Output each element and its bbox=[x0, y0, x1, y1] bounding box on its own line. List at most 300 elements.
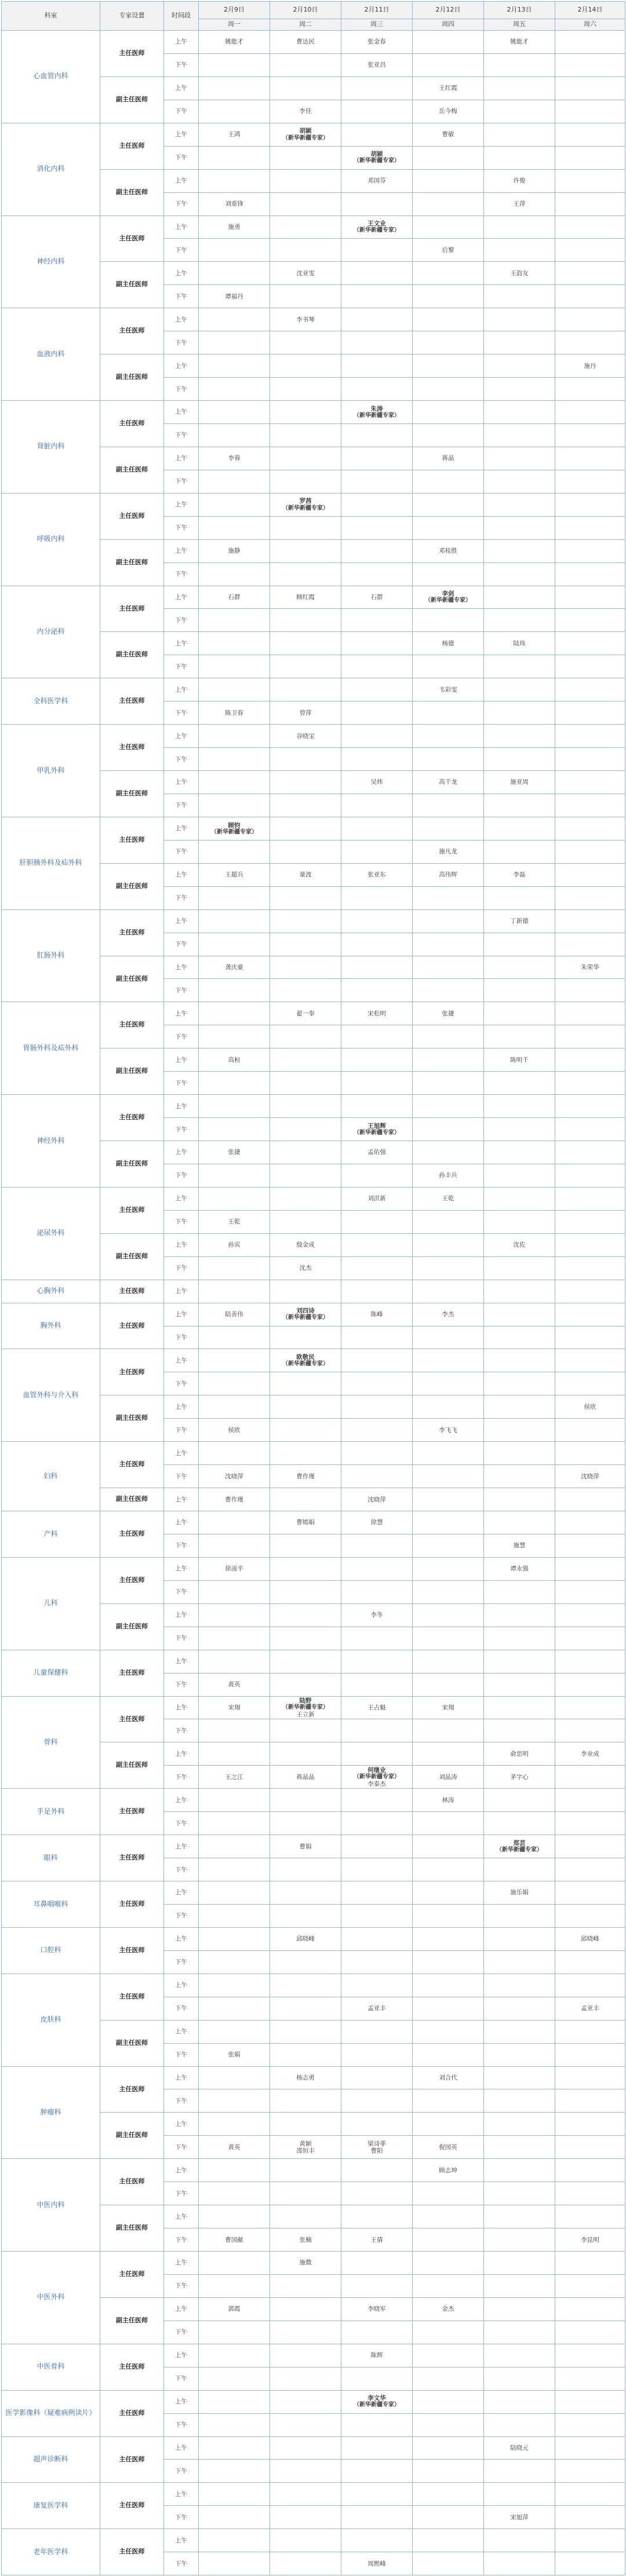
doctor-cell bbox=[555, 886, 625, 909]
doctor-cell bbox=[413, 2205, 484, 2228]
doctor-name: 孟亚丰 bbox=[581, 2005, 599, 2012]
doctor-name: 陆玮 bbox=[513, 640, 526, 647]
slot-am: 上午 bbox=[164, 1095, 199, 1118]
department-name: 康复医学科 bbox=[2, 2483, 100, 2529]
doctor-cell bbox=[270, 401, 341, 424]
doctor-cell bbox=[413, 2367, 484, 2390]
doctor-cell bbox=[413, 239, 484, 262]
doctor-cell bbox=[484, 2552, 555, 2575]
doctor-cell bbox=[270, 1442, 341, 1465]
doctor-cell bbox=[555, 1603, 625, 1627]
doctor-cell bbox=[341, 2205, 413, 2228]
table-row bbox=[2, 2066, 625, 2089]
doctor-name: 王之江 bbox=[225, 1773, 243, 1781]
doctor-name: 施静 bbox=[228, 547, 241, 555]
doctor-cell bbox=[199, 1419, 270, 1442]
doctor-cell bbox=[484, 1742, 555, 1766]
doctor-name: 林涛 bbox=[442, 1796, 454, 1804]
doctor-cell bbox=[270, 2182, 341, 2205]
doctor-cell bbox=[341, 215, 413, 239]
slot-pm: 下午 bbox=[164, 2228, 199, 2252]
doctor-cell bbox=[341, 76, 413, 100]
doctor-name: 龚庆豪 bbox=[225, 963, 243, 971]
doctor-name: 李磊 bbox=[513, 871, 526, 879]
doctor-cell bbox=[270, 1256, 341, 1280]
doctor-cell bbox=[413, 1580, 484, 1603]
doctor-name: 邱晓峰 bbox=[581, 1935, 599, 1943]
special-note: （新华新疆专家） bbox=[354, 1774, 400, 1781]
doctor-name: 施丹 bbox=[584, 362, 596, 370]
doctor-cell bbox=[413, 285, 484, 308]
doctor-cell bbox=[270, 2460, 341, 2483]
doctor-cell bbox=[341, 609, 413, 632]
title-chief: 主任医师 bbox=[100, 308, 164, 355]
doctor-cell bbox=[555, 1927, 625, 1950]
doctor-cell bbox=[484, 2483, 555, 2506]
doctor-cell bbox=[270, 2020, 341, 2043]
slot-am: 上午 bbox=[164, 2483, 199, 2506]
doctor-cell bbox=[341, 1118, 413, 1141]
slot-pm: 下午 bbox=[164, 53, 199, 76]
doctor-cell bbox=[199, 933, 270, 956]
table-row bbox=[2, 1002, 625, 1025]
doctor-cell bbox=[555, 331, 625, 355]
doctor-cell bbox=[484, 1719, 555, 1742]
doctor-cell bbox=[555, 2228, 625, 2252]
doctor-cell bbox=[270, 1534, 341, 1557]
slot-pm: 下午 bbox=[164, 840, 199, 863]
doctor-cell bbox=[555, 146, 625, 169]
title-deputy: 副主任医师 bbox=[100, 76, 164, 123]
department-name: 肾脏内科 bbox=[2, 401, 100, 494]
doctor-cell bbox=[341, 539, 413, 562]
doctor-cell bbox=[484, 1164, 555, 1187]
doctor-cell bbox=[555, 2297, 625, 2321]
department-name: 皮肤科 bbox=[2, 1974, 100, 2066]
title-deputy: 副主任医师 bbox=[100, 863, 164, 909]
doctor-cell bbox=[413, 192, 484, 215]
header-time-period: 时间段 bbox=[164, 2, 199, 31]
doctor-cell bbox=[555, 1673, 625, 1696]
slot-am: 上午 bbox=[164, 539, 199, 562]
title-chief: 主任医师 bbox=[100, 2483, 164, 2529]
slot-am: 上午 bbox=[164, 1511, 199, 1534]
doctor-cell bbox=[555, 262, 625, 285]
doctor-name: 宋旭萍 bbox=[510, 2513, 529, 2521]
special-doctor-name: 罗茜 （新华新疆专家） bbox=[271, 498, 340, 511]
doctor-cell bbox=[413, 909, 484, 933]
doctor-name: 张捷 bbox=[442, 1010, 454, 1017]
doctor-cell bbox=[341, 1326, 413, 1349]
slot-am: 上午 bbox=[164, 632, 199, 655]
doctor-cell bbox=[341, 701, 413, 725]
department-name: 老年医学科 bbox=[2, 2529, 100, 2575]
doctor-cell bbox=[555, 169, 625, 192]
doctor-cell bbox=[484, 1002, 555, 1025]
doctor-cell bbox=[199, 215, 270, 239]
doctor-cell bbox=[413, 1395, 484, 1419]
doctor-cell bbox=[270, 1233, 341, 1256]
doctor-cell bbox=[341, 1904, 413, 1927]
doctor-cell bbox=[341, 169, 413, 192]
title-chief: 主任医师 bbox=[100, 123, 164, 169]
doctor-cell bbox=[199, 1256, 270, 1280]
doctor-cell bbox=[484, 725, 555, 748]
doctor-cell bbox=[484, 53, 555, 76]
slot-pm: 下午 bbox=[164, 1719, 199, 1742]
doctor-name: 刘晶涛 bbox=[439, 1773, 457, 1781]
doctor-cell bbox=[555, 2506, 625, 2529]
doctor-cell bbox=[199, 2020, 270, 2043]
doctor-name: 张楠 bbox=[299, 2236, 312, 2244]
doctor-cell bbox=[199, 2252, 270, 2275]
doctor-cell bbox=[484, 423, 555, 447]
doctor-name: 王韵友 bbox=[510, 269, 529, 277]
doctor-cell bbox=[199, 516, 270, 539]
special-note: （新华新疆专家） bbox=[496, 1846, 543, 1853]
slot-am: 上午 bbox=[164, 169, 199, 192]
doctor-cell bbox=[413, 2297, 484, 2321]
doctor-cell bbox=[199, 355, 270, 378]
doctor-cell bbox=[555, 1974, 625, 1997]
doctor-cell bbox=[555, 1002, 625, 1025]
doctor-cell bbox=[413, 1025, 484, 1048]
doctor-name: 吴炜 bbox=[370, 779, 383, 786]
doctor-cell bbox=[555, 1742, 625, 1766]
doctor-cell bbox=[199, 1673, 270, 1696]
doctor-cell bbox=[413, 2413, 484, 2436]
doctor-cell bbox=[270, 169, 341, 192]
doctor-name: 曹国献 bbox=[225, 2236, 243, 2244]
doctor-cell bbox=[341, 1673, 413, 1696]
doctor-name: 李飞飞 bbox=[439, 1426, 457, 1434]
doctor-cell bbox=[413, 1118, 484, 1141]
slot-am: 上午 bbox=[164, 678, 199, 701]
doctor-name: 陆善伟 bbox=[225, 1311, 243, 1318]
doctor-cell bbox=[413, 355, 484, 378]
doctor-name: 谭永强 bbox=[510, 1565, 529, 1573]
doctor-cell bbox=[341, 1488, 413, 1511]
doctor-cell bbox=[413, 632, 484, 655]
doctor-cell bbox=[341, 100, 413, 123]
doctor-cell bbox=[555, 562, 625, 586]
doctor-cell bbox=[413, 146, 484, 169]
doctor-cell bbox=[484, 1303, 555, 1326]
slot-pm: 下午 bbox=[164, 423, 199, 447]
doctor-cell bbox=[413, 586, 484, 609]
doctor-cell bbox=[341, 1789, 413, 1812]
doctor-cell bbox=[555, 1557, 625, 1580]
doctor-cell bbox=[341, 840, 413, 863]
doctor-cell bbox=[270, 748, 341, 771]
doctor-cell bbox=[341, 2390, 413, 2413]
doctor-cell bbox=[555, 53, 625, 76]
doctor-cell bbox=[199, 262, 270, 285]
doctor-cell bbox=[199, 1950, 270, 1974]
doctor-cell bbox=[199, 725, 270, 748]
slot-pm: 下午 bbox=[164, 516, 199, 539]
slot-am: 上午 bbox=[164, 1187, 199, 1210]
doctor-name: 张金春 bbox=[367, 38, 386, 46]
slot-am: 上午 bbox=[164, 1233, 199, 1256]
doctor-cell bbox=[413, 1812, 484, 1835]
doctor-cell bbox=[484, 863, 555, 886]
doctor-cell bbox=[484, 470, 555, 493]
doctor-cell bbox=[199, 2274, 270, 2297]
doctor-cell bbox=[413, 1072, 484, 1095]
table-row bbox=[2, 1881, 625, 1905]
doctor-cell bbox=[484, 1511, 555, 1534]
slot-pm: 下午 bbox=[164, 285, 199, 308]
doctor-cell bbox=[555, 1303, 625, 1326]
doctor-cell bbox=[270, 1210, 341, 1233]
doctor-cell bbox=[199, 1349, 270, 1372]
doctor-cell bbox=[555, 1534, 625, 1557]
doctor-cell bbox=[270, 2552, 341, 2575]
special-doctor-name: 陆野 （新华新疆专家） bbox=[271, 1697, 340, 1711]
doctor-name: 曹阳 bbox=[370, 2147, 383, 2154]
doctor-cell bbox=[199, 493, 270, 516]
doctor-cell bbox=[484, 933, 555, 956]
doctor-name: 邵恒丰 bbox=[296, 2147, 315, 2154]
doctor-cell bbox=[555, 1997, 625, 2020]
doctor-cell bbox=[341, 285, 413, 308]
doctor-cell bbox=[341, 1048, 413, 1072]
doctor-cell bbox=[341, 1349, 413, 1372]
doctor-cell bbox=[484, 31, 555, 54]
doctor-cell bbox=[555, 2182, 625, 2205]
doctor-cell bbox=[199, 771, 270, 794]
doctor-cell bbox=[413, 2066, 484, 2089]
doctor-cell bbox=[413, 1557, 484, 1580]
doctor-cell bbox=[270, 1187, 341, 1210]
doctor-cell bbox=[199, 956, 270, 979]
doctor-cell bbox=[413, 1465, 484, 1488]
header-date: 2月14日 bbox=[555, 2, 625, 19]
slot-pm: 下午 bbox=[164, 470, 199, 493]
doctor-cell bbox=[270, 1303, 341, 1326]
doctor-cell bbox=[555, 586, 625, 609]
doctor-cell bbox=[484, 76, 555, 100]
slot-pm: 下午 bbox=[164, 1673, 199, 1696]
doctor-cell bbox=[199, 1904, 270, 1927]
doctor-cell bbox=[341, 2020, 413, 2043]
doctor-cell bbox=[484, 956, 555, 979]
slot-pm: 下午 bbox=[164, 2413, 199, 2436]
doctor-cell bbox=[341, 632, 413, 655]
doctor-cell bbox=[555, 215, 625, 239]
doctor-cell bbox=[270, 493, 341, 516]
doctor-cell bbox=[413, 2089, 484, 2113]
doctor-cell bbox=[341, 794, 413, 817]
doctor-cell bbox=[270, 1812, 341, 1835]
header-date: 2月12日 bbox=[413, 2, 484, 19]
title-chief: 主任医师 bbox=[100, 2436, 164, 2483]
doctor-cell bbox=[270, 2043, 341, 2066]
doctor-cell bbox=[484, 840, 555, 863]
title-chief: 主任医师 bbox=[100, 1511, 164, 1558]
doctor-cell bbox=[341, 1997, 413, 2020]
doctor-cell bbox=[413, 1048, 484, 1072]
doctor-cell bbox=[413, 447, 484, 470]
doctor-cell bbox=[199, 2136, 270, 2159]
doctor-cell bbox=[199, 1372, 270, 1395]
doctor-name: 顾红霞 bbox=[296, 593, 315, 601]
doctor-cell bbox=[199, 979, 270, 1002]
doctor-name: 曹作瑾 bbox=[225, 1496, 243, 1503]
doctor-cell bbox=[199, 285, 270, 308]
doctor-cell bbox=[484, 2529, 555, 2552]
doctor-cell bbox=[270, 2321, 341, 2344]
slot-am: 上午 bbox=[164, 909, 199, 933]
doctor-cell bbox=[413, 1095, 484, 1118]
doctor-cell bbox=[341, 2529, 413, 2552]
doctor-name: 曹作瑾 bbox=[296, 1472, 315, 1480]
department-name: 手足外科 bbox=[2, 1789, 100, 1835]
doctor-cell bbox=[484, 2182, 555, 2205]
doctor-cell bbox=[484, 1534, 555, 1557]
doctor-cell bbox=[413, 1210, 484, 1233]
doctor-cell bbox=[555, 1465, 625, 1488]
table-row bbox=[2, 909, 625, 933]
doctor-name: 石群 bbox=[228, 593, 241, 601]
doctor-cell bbox=[555, 2136, 625, 2159]
department-name: 产科 bbox=[2, 1511, 100, 1558]
doctor-name: 韦彩雯 bbox=[439, 686, 457, 693]
doctor-cell bbox=[484, 1557, 555, 1580]
doctor-cell bbox=[341, 239, 413, 262]
doctor-cell bbox=[270, 262, 341, 285]
doctor-cell bbox=[484, 2390, 555, 2413]
doctor-cell bbox=[341, 2413, 413, 2436]
header-weekday: 周三 bbox=[341, 19, 413, 31]
doctor-cell bbox=[484, 886, 555, 909]
slot-am: 上午 bbox=[164, 215, 199, 239]
doctor-cell bbox=[555, 979, 625, 1002]
doctor-cell bbox=[484, 1997, 555, 2020]
doctor-cell bbox=[199, 378, 270, 401]
doctor-cell bbox=[270, 609, 341, 632]
doctor-name: 蒋晶 bbox=[442, 455, 454, 462]
doctor-name: 沈亚雯 bbox=[296, 269, 315, 277]
doctor-cell bbox=[413, 2483, 484, 2506]
doctor-name: 蒋晶晶 bbox=[296, 1773, 315, 1781]
table-row bbox=[2, 2252, 625, 2275]
title-chief: 主任医师 bbox=[100, 215, 164, 262]
doctor-cell bbox=[199, 1395, 270, 1419]
doctor-cell bbox=[270, 2297, 341, 2321]
doctor-cell bbox=[199, 2552, 270, 2575]
doctor-cell bbox=[555, 470, 625, 493]
doctor-cell bbox=[555, 2020, 625, 2043]
slot-pm: 下午 bbox=[164, 2043, 199, 2066]
doctor-name: 姚能才 bbox=[510, 38, 529, 46]
doctor-cell bbox=[270, 586, 341, 609]
doctor-cell bbox=[413, 1534, 484, 1557]
doctor-cell bbox=[341, 1025, 413, 1048]
doctor-cell bbox=[555, 100, 625, 123]
doctor-cell bbox=[199, 2483, 270, 2506]
doctor-name: 顾志坤 bbox=[439, 2166, 457, 2174]
slot-pm: 下午 bbox=[164, 1766, 199, 1789]
doctor-cell bbox=[555, 1349, 625, 1372]
doctor-cell bbox=[413, 2252, 484, 2275]
doctor-name: 宋松明 bbox=[367, 1010, 386, 1017]
slot-am: 上午 bbox=[164, 31, 199, 54]
doctor-name: 徐慧 bbox=[370, 1519, 383, 1526]
doctor-name: 曹嫣娟 bbox=[296, 1519, 315, 1526]
doctor-name: 王占魁 bbox=[367, 1704, 386, 1711]
doctor-name: 杨德 bbox=[442, 640, 454, 647]
title-deputy: 副主任医师 bbox=[100, 262, 164, 308]
doctor-cell bbox=[341, 2089, 413, 2113]
title-chief: 主任医师 bbox=[100, 401, 164, 447]
doctor-cell bbox=[341, 2159, 413, 2182]
doctor-name: 丁新德 bbox=[510, 918, 529, 925]
title-chief: 主任医师 bbox=[100, 909, 164, 956]
doctor-cell bbox=[484, 1372, 555, 1395]
doctor-cell bbox=[484, 2413, 555, 2436]
doctor-cell bbox=[413, 516, 484, 539]
doctor-cell bbox=[199, 2506, 270, 2529]
slot-pm: 下午 bbox=[164, 562, 199, 586]
slot-am: 上午 bbox=[164, 725, 199, 748]
special-note: （新华新疆专家） bbox=[354, 158, 400, 165]
doctor-cell bbox=[413, 701, 484, 725]
doctor-cell bbox=[555, 1881, 625, 1905]
title-chief: 主任医师 bbox=[100, 1187, 164, 1233]
doctor-cell bbox=[270, 1858, 341, 1881]
doctor-cell bbox=[413, 725, 484, 748]
doctor-name: 侯欣 bbox=[584, 1403, 596, 1411]
doctor-cell bbox=[341, 2113, 413, 2136]
doctor-cell bbox=[484, 1673, 555, 1696]
title-chief: 主任医师 bbox=[100, 1650, 164, 1696]
doctor-name: 李蓉 bbox=[228, 455, 241, 462]
doctor-cell bbox=[484, 539, 555, 562]
doctor-cell bbox=[413, 2460, 484, 2483]
doctor-cell bbox=[413, 378, 484, 401]
doctor-name: 王萍 bbox=[513, 200, 526, 207]
slot-pm: 下午 bbox=[164, 1627, 199, 1650]
doctor-name: 陈峰 bbox=[370, 1311, 383, 1318]
doctor-cell bbox=[484, 192, 555, 215]
doctor-cell bbox=[484, 1280, 555, 1303]
doctor-cell bbox=[413, 423, 484, 447]
department-name: 耳鼻咽喉科 bbox=[2, 1881, 100, 1928]
doctor-cell bbox=[341, 401, 413, 424]
doctor-cell bbox=[555, 678, 625, 701]
doctor-cell bbox=[270, 2274, 341, 2297]
doctor-cell bbox=[270, 1280, 341, 1303]
doctor-cell bbox=[341, 1766, 413, 1789]
doctor-cell bbox=[555, 1256, 625, 1280]
doctor-cell bbox=[484, 1326, 555, 1349]
doctor-cell bbox=[484, 771, 555, 794]
doctor-cell bbox=[413, 470, 484, 493]
doctor-cell bbox=[555, 76, 625, 100]
doctor-cell bbox=[413, 1858, 484, 1881]
doctor-cell bbox=[484, 632, 555, 655]
doctor-cell bbox=[270, 979, 341, 1002]
doctor-cell bbox=[413, 863, 484, 886]
table-row bbox=[2, 123, 625, 146]
doctor-cell bbox=[341, 2506, 413, 2529]
doctor-cell bbox=[341, 2043, 413, 2066]
doctor-cell bbox=[555, 1488, 625, 1511]
doctor-cell bbox=[555, 2483, 625, 2506]
doctor-cell bbox=[199, 192, 270, 215]
